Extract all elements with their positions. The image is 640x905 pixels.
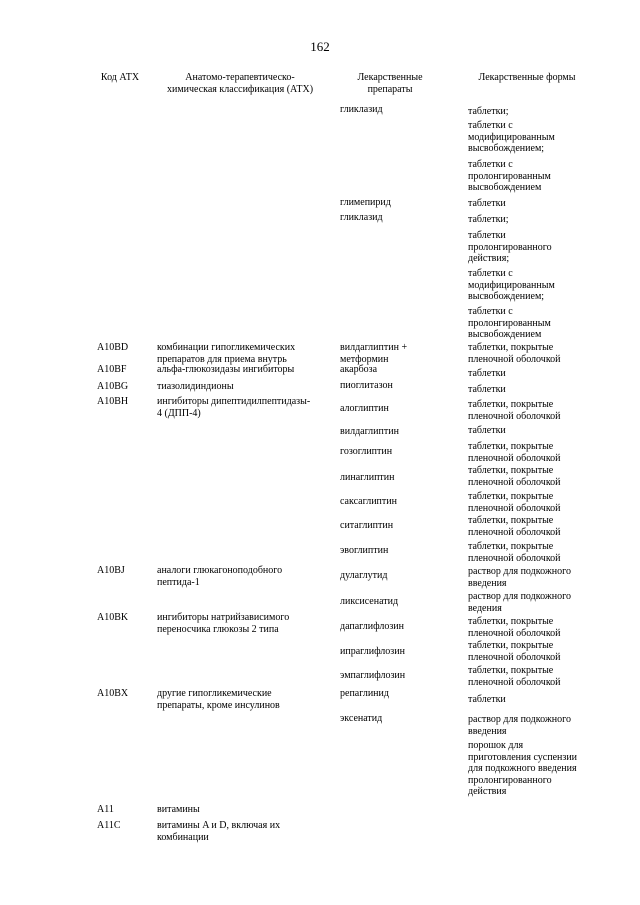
header-classification: Анатомо-терапевтическо- химическая классификация (АТХ)	[166, 72, 314, 95]
header-drugs: Лекарственные препараты	[357, 72, 423, 95]
atc-classification: тиазолидиндионы	[157, 381, 234, 392]
drug-name: алоглиптин	[340, 403, 389, 414]
dosage-form: таблетки	[468, 198, 506, 209]
drug-name: ипраглифлозин	[340, 646, 405, 657]
atc-code: A10BK	[97, 612, 129, 623]
dosage-form: таблетки, покрытые пленочной оболочкой	[468, 491, 561, 514]
drug-name: ликсисенатид	[340, 596, 399, 607]
atc-classification: аналоги глюкагоноподобного пептида-1	[157, 565, 283, 588]
atc-classification: ингибиторы натрийзависимого переносчика глюкозы 2 типа	[157, 612, 290, 635]
dosage-form: таблетки пролонгированного действия;	[468, 230, 552, 264]
atc-code: A10BF	[97, 364, 127, 375]
dosage-form: раствор для подкожного введения	[468, 566, 571, 589]
atc-classification: витамины A и D, включая их комбинации	[157, 820, 281, 843]
header-forms: Лекарственные формы	[478, 72, 576, 83]
dosage-form: таблетки	[468, 425, 506, 436]
dosage-form: раствор для подкожного введения	[468, 714, 571, 737]
dosage-form: таблетки, покрытые пленочной оболочкой	[468, 616, 561, 639]
dosage-form: таблетки, покрытые пленочной оболочкой	[468, 441, 561, 464]
atc-classification: другие гипогликемические препараты, кроме инсулинов	[157, 688, 280, 711]
atc-classification: альфа-глюкозидазы ингибиторы	[157, 364, 295, 375]
dosage-form: таблетки, покрытые пленочной оболочкой	[468, 665, 561, 688]
drug-name: репаглинид	[340, 688, 389, 699]
dosage-form: таблетки, покрытые пленочной оболочкой	[468, 342, 561, 365]
header-code: Код АТХ	[100, 72, 140, 83]
drug-name: вилдаглиптин + метформин	[340, 342, 408, 365]
dosage-form: таблетки, покрытые пленочной оболочкой	[468, 465, 561, 488]
dosage-form: таблетки	[468, 384, 506, 395]
drug-name: пиоглитазон	[340, 380, 393, 391]
drug-name: саксаглиптин	[340, 496, 397, 507]
dosage-form: таблетки с модифицированным высвобождением;	[468, 268, 555, 302]
dosage-form: таблетки, покрытые пленочной оболочкой	[468, 399, 561, 422]
drug-name: глимепирид	[340, 197, 391, 208]
atc-classification: витамины	[157, 804, 200, 815]
dosage-form: таблетки, покрытые пленочной оболочкой	[468, 515, 561, 538]
atc-code: A10BD	[97, 342, 129, 353]
dosage-form: таблетки с пролонгированным высвобождением	[468, 306, 551, 340]
drug-name: гликлазид	[340, 212, 383, 223]
atc-code: A10BX	[97, 688, 129, 699]
dosage-form: таблетки;	[468, 214, 509, 225]
atc-code: A10BH	[97, 396, 129, 407]
atc-classification: комбинации гипогликемических препаратов для приема внутрь	[157, 342, 296, 365]
atc-code: A11	[97, 804, 114, 815]
dosage-form: таблетки, покрытые пленочной оболочкой	[468, 541, 561, 564]
drug-name: эвоглиптин	[340, 545, 389, 556]
dosage-form: таблетки;	[468, 106, 509, 117]
atc-code: A10BG	[97, 381, 129, 392]
atc-code: A10BJ	[97, 565, 125, 576]
dosage-form: таблетки	[468, 368, 506, 379]
drug-name: эмпаглифлозин	[340, 670, 406, 681]
atc-classification: ингибиторы дипептидилпептидазы- 4 (ДПП-4)	[157, 396, 311, 419]
dosage-form: порошок для приготовления суспензии для подкожного введения пролонгированного действия	[468, 740, 578, 797]
drug-name: гозоглиптин	[340, 446, 393, 457]
drug-name: дулаглутид	[340, 570, 388, 581]
drug-name: вилдаглиптин	[340, 426, 399, 437]
dosage-form: таблетки	[468, 694, 506, 705]
dosage-form: таблетки с пролонгированным высвобождением	[468, 159, 551, 193]
dosage-form: таблетки с модифицированным высвобождением;	[468, 120, 555, 154]
drug-name: дапаглифлозин	[340, 621, 404, 632]
dosage-form: таблетки, покрытые пленочной оболочкой	[468, 640, 561, 663]
atc-code: A11C	[97, 820, 121, 831]
drug-name: линаглиптин	[340, 472, 395, 483]
dosage-form: раствор для подкожного ведения	[468, 591, 571, 614]
page-number: 162	[310, 39, 330, 54]
drug-name: эксенатид	[340, 713, 383, 724]
drug-name: акарбоза	[340, 364, 378, 375]
drug-name: гликлазид	[340, 104, 383, 115]
drug-name: ситаглиптин	[340, 520, 394, 531]
